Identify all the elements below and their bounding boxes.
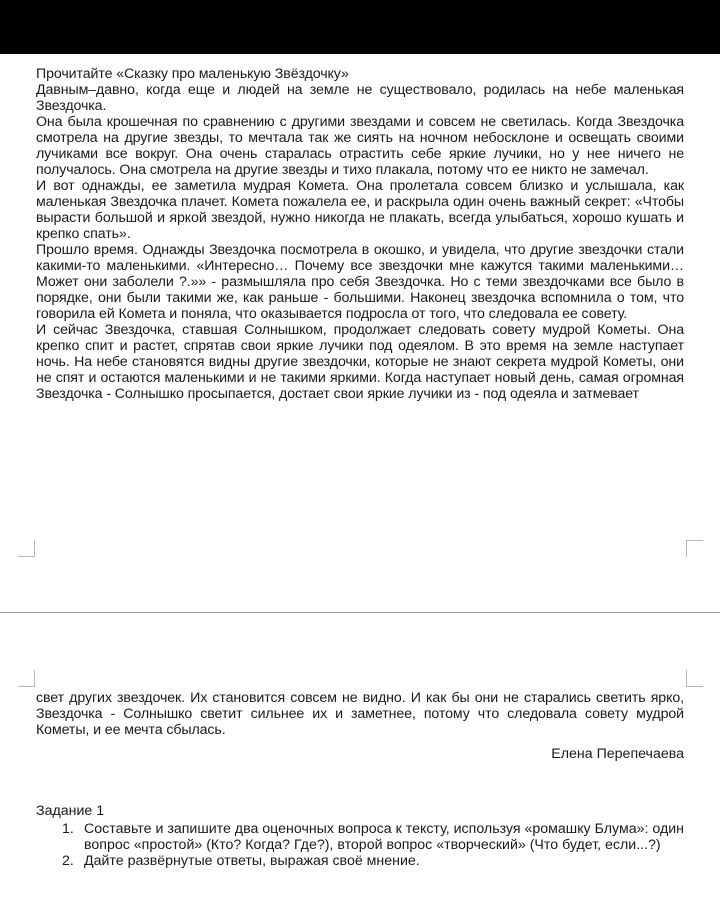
document-page-1 (36, 66, 684, 402)
paragraph-5: И сейчас Звездочка, ставшая Солнышком, продолжает следовать совету мудрой Кометы. Она крепко спит и растет, спрятав свои яркие лучики под одеялом. В это время на земле наступает ночь. На небе становятся видны другие звездочки, которые не знают секрета мудрой Кометы, они не спят и остаются маленькими и не такими яркими. Когда наступает новый день, самая огромная Звездочка - Солнышко просыпается, достает свои яркие лучики из - под одеяла и затмевает (36, 322, 684, 402)
page-corner-mark (18, 540, 35, 557)
page-title: Прочитайте «Сказку про маленькую Звёздочку» (36, 66, 349, 82)
paragraph-4: Прошло время. Однажды Звездочка посмотрела в окошко, и увидела, что другие звездочки стали какими-то маленькими. «Интересно… Почему все звездочки мне кажутся такими маленькими…Может они заболели ?.»» - размышляла про себя Звездочка. Но с теми звездочками все было в порядке, они были такими же, как раньше - большими. Наконец звездочка вспомнила о том, что говорила ей Комета и поняла, что оказывается подросла от того, что следовала ее совету. (36, 242, 684, 322)
paragraph-continuation: свет других звездочек. Их становится совсем не видно. И как бы они не старались светить ярко, Звездочка - Солнышко светит сильнее их и заметнее, потому что следовала совету мудрой Кометы, и ее мечта сбылась. (36, 690, 684, 738)
page-corner-mark (18, 670, 35, 687)
task-title: Задание 1 (36, 803, 105, 819)
task-item (36, 853, 684, 869)
page-break-line (0, 612, 720, 613)
author-name: Елена Перепечаева (551, 746, 684, 762)
task-text: Составьте и запишите два оценочных вопроса к тексту, используя «ромашку Блума»: один вопрос «простой» (Кто? Когда? Где?), второй вопрос «творческий» (Что будет, если...?) (84, 821, 684, 853)
task-number: 1. (62, 821, 74, 837)
page-corner-mark (686, 540, 703, 557)
page-corner-mark (686, 670, 703, 687)
paragraph-2: Она была крошечная по сравнению с другими звездами и совсем не светилась. Когда Звездочка смотрела на другие звезды, то мечтала так же сиять на ночном небосклоне и освещать своими лучиками все вокруг. Она очень старалась отрастить себе яркие лучики, но у нее ничего не получалось. Она смотрела на другие звезды и тихо плакала, потому что ее никто не замечал. (36, 114, 684, 178)
task-list (36, 821, 684, 869)
paragraph-3: И вот однажды, ее заметила мудрая Комета. Она пролетала совсем близко и услышала, как маленькая Звездочка плачет. Комета пожалела ее, и раскрыла один очень важный секрет: «Чтобы вырасти большой и яркой звездой, нужно никогда не плакать, всегда улыбаться, хорошо кушать и крепко спать». (36, 178, 684, 242)
task-text: Дайте развёрнутые ответы, выражая своё мнение. (84, 853, 420, 869)
paragraph-1: Давным–давно, когда еще и людей на земле не существовало, родилась на небе маленькая Звездочка. (36, 82, 684, 114)
document-page-2 (36, 690, 684, 738)
task-item (36, 821, 684, 853)
task-number: 2. (62, 853, 74, 869)
top-black-bar (0, 0, 720, 54)
